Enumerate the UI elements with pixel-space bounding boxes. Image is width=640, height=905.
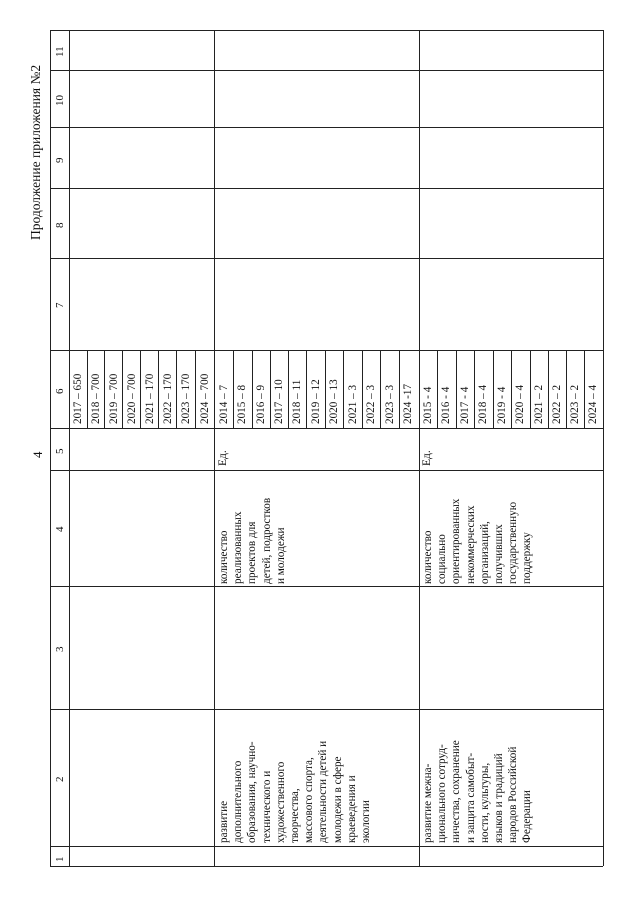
year-divider [437,350,438,428]
row2-indicator: количество реализованных проектов для детей, подростков и молодежи [218,497,287,584]
col-header-7: 7 [54,302,66,308]
year-divider [362,350,363,428]
row3-value: 2021 – 2 [533,384,545,424]
row2-value: 2019 – 12 [310,379,322,424]
row3-value: 2023 – 2 [569,384,581,424]
col-divider [50,258,603,259]
year-divider [288,350,289,428]
col-divider [50,428,603,429]
col-divider [50,70,603,71]
row2-value: 2016 – 9 [255,384,267,424]
row2-direction: развитие дополнительного образования, научно- технического и художественного творчества, массового спорта, деятельности детей и молодежи в сфере краеведения и экологии [218,740,373,843]
row2-value: 2024 -17 [402,383,414,424]
col-header-6: 6 [54,388,66,394]
year-divider [493,350,494,428]
row3-value: 2018 – 4 [477,384,489,424]
row-divider [214,30,215,866]
table-border-left [50,30,51,866]
year-divider [252,350,253,428]
col-header-5: 5 [54,448,66,454]
row3-value: 2017 - 4 [459,386,471,424]
col-divider [50,188,603,189]
year-divider [270,350,271,428]
year-divider [233,350,234,428]
row3-value: 2016 - 4 [440,386,452,424]
col-header-8: 8 [54,222,66,228]
year-divider [104,350,105,428]
row3-value: 2015 - 4 [422,386,434,424]
row3-direction: развитие межна- ционального сотруд- ничества, сохранение и защита самобыт- ности, культуры, языков и традиций народов Российской Федерации [422,740,534,843]
row1-value: 2018 – 700 [90,373,102,424]
row2-value: 2014 – 7 [218,384,230,424]
appendix-title: Продолжение приложения №2 [28,64,43,240]
row1-value: 2022 – 170 [162,373,174,424]
col-divider [50,709,603,710]
year-divider [566,350,567,428]
table-border-right [603,30,604,866]
row2-value: 2018 – 11 [291,379,303,424]
col-header-4: 4 [54,526,66,532]
year-divider [474,350,475,428]
year-divider [306,350,307,428]
col-header-11: 11 [54,46,66,57]
row2-value: 2017 – 10 [273,379,285,424]
year-divider [87,350,88,428]
row2-unit: Ед. [217,450,229,466]
row2-value: 2022 – 3 [365,384,377,424]
row3-value: 2019 - 4 [496,386,508,424]
header-divider [69,30,70,866]
row-divider [419,30,420,866]
row2-value: 2020 – 13 [328,379,340,424]
col-divider [50,586,603,587]
row1-value: 2023 – 170 [180,373,192,424]
col-header-10: 10 [54,95,66,106]
row3-value: 2022 – 2 [551,384,563,424]
table-border-bottom [50,866,603,867]
row1-value: 2019 – 700 [108,373,120,424]
table-border-top [50,30,603,31]
col-divider [50,470,603,471]
col-divider [50,350,603,351]
year-divider [456,350,457,428]
page-number: 4 [30,451,45,458]
year-divider [158,350,159,428]
row3-indicator: количество социально ориентированных некоммерческих организаций, получивших государственную поддержку [422,498,534,584]
year-divider [122,350,123,428]
col-header-2: 2 [54,776,66,782]
col-header-3: 3 [54,646,66,652]
col-header-9: 9 [54,157,66,163]
row2-value: 2015 – 8 [236,384,248,424]
year-divider [380,350,381,428]
year-divider [584,350,585,428]
row3-unit: Ед. [421,450,433,466]
col-divider [50,127,603,128]
row1-value: 2020 – 700 [126,373,138,424]
year-divider [176,350,177,428]
year-divider [530,350,531,428]
row1-value: 2024 – 700 [199,373,211,424]
row3-value: 2020 – 4 [514,384,526,424]
row2-value: 2023 – 3 [384,384,396,424]
year-divider [343,350,344,428]
row3-value: 2024 – 4 [587,384,599,424]
year-divider [325,350,326,428]
year-divider [140,350,141,428]
year-divider [399,350,400,428]
col-header-1: 1 [54,856,66,862]
year-divider [548,350,549,428]
row1-value: 2021 – 170 [144,373,156,424]
year-divider [511,350,512,428]
row1-value: 2017 – 650 [72,373,84,424]
col-divider [50,846,603,847]
year-divider [195,350,196,428]
row2-value: 2021 – 3 [347,384,359,424]
